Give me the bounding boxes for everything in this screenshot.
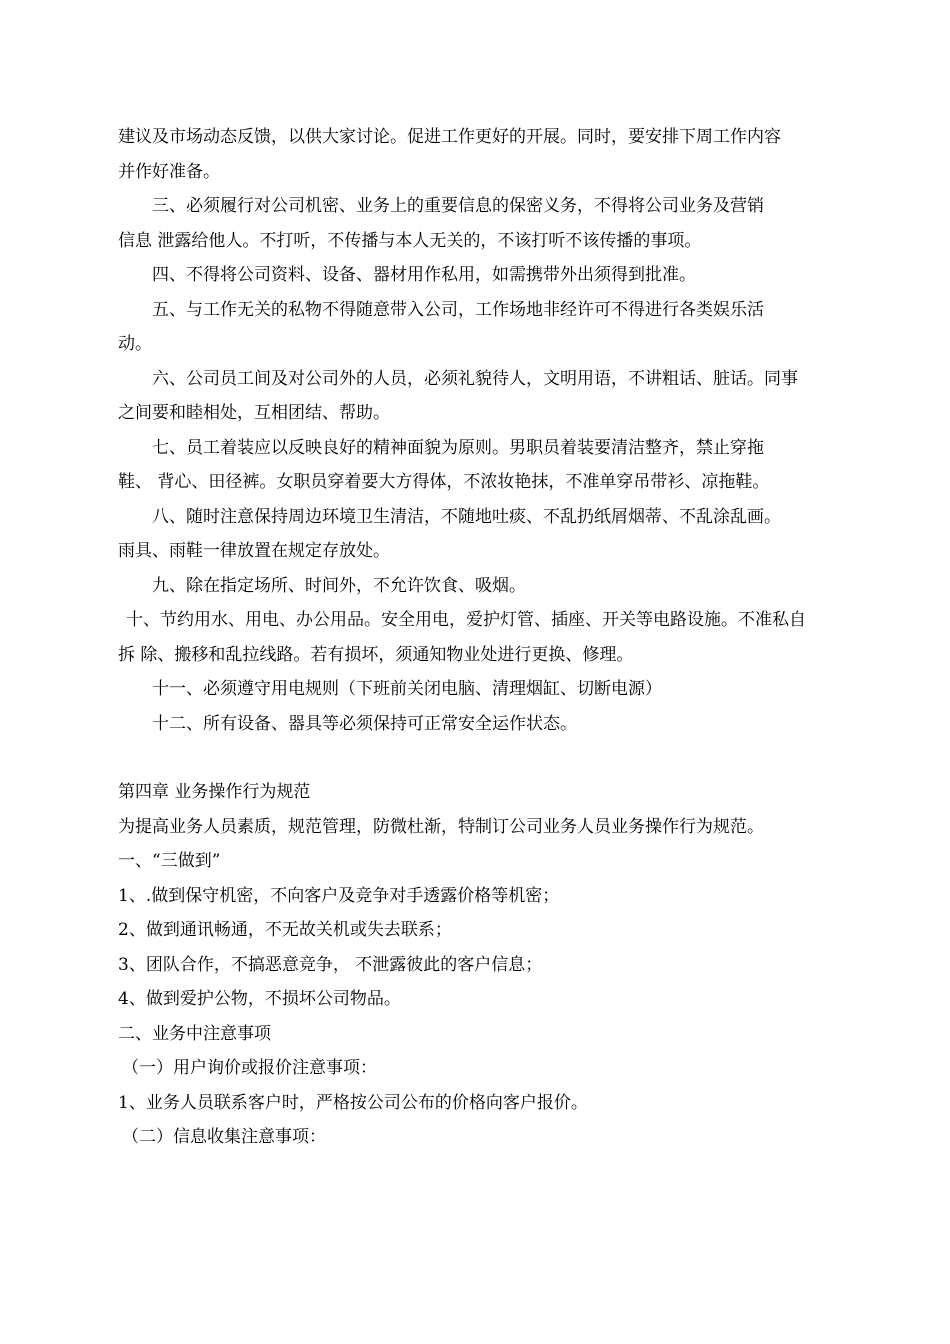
paragraph-line: 信息 泄露给他人。不打听，不传播与本人无关的，不该打听不该传播的事项。 [118, 230, 702, 251]
paragraph-line: 并作好准备。 [118, 161, 220, 182]
paragraph-line: 建议及市场动态反馈，以供大家讨论。促进工作更好的开展。同时，要安排下周工作内容 [118, 127, 781, 147]
section-gap [118, 741, 836, 775]
section-heading: 二、业务中注意事项 [118, 1023, 271, 1044]
rule-item-5: 五、与工作无关的私物不得随意带入公司，工作场地非经许可不得进行各类娱乐活 [152, 299, 764, 320]
paragraph-line: 鞋、 背心、田径裤。女职员穿着要大方得体，不浓妆艳抹，不准单穿吊带衫、凉拖鞋。 [118, 472, 770, 492]
paragraph-line: 之间要和睦相处，互相团结、帮助。 [118, 403, 390, 423]
rule-item-8: 八、随时注意保持周边环境卫生清洁，不随地吐痰、不乱扔纸屑烟蒂、不乱涂乱画。 [152, 506, 781, 527]
rule-item-3: 三、必须履行对公司机密、业务上的重要信息的保密义务，不得将公司业务及营销 [152, 196, 764, 216]
chapter-intro: 为提高业务人员素质，规范管理，防微杜渐，特制订公司业务人员业务操作行为规范。 [118, 816, 764, 837]
rule-item-9: 九、除在指定场所、时间外，不允许饮食、吸烟。 [152, 575, 526, 596]
subsection-heading: （一）用户询价或报价注意事项： [122, 1058, 377, 1078]
paragraph-line: 雨具、雨鞋一律放置在规定存放处。 [118, 541, 390, 561]
list-item: 4、做到爱护公物，不损坏公司物品。 [118, 989, 401, 1009]
list-item: 3、团队合作，不搞恶意竞争， 不泄露彼此的客户信息； [118, 954, 543, 975]
rule-item-4: 四、不得将公司资料、设备、器材用作私用，如需携带外出须得到批准。 [152, 265, 696, 285]
rule-item-10: 十、节约用水、用电、办公用品。安全用电，爱护灯管、插座、开关等电路设施。不准私自 [126, 610, 806, 630]
list-item: 2、做到通讯畅通，不无故关机或失去联系； [118, 920, 452, 940]
section-heading: 一、“三做到” [118, 851, 221, 871]
subsection-heading: （二）信息收集注意事项： [122, 1127, 326, 1147]
rule-item-7: 七、员工着装应以反映良好的精神面貌为原则。男职员着装要清洁整齐，禁止穿拖 [152, 437, 764, 458]
list-item: 1、.做到保守机密，不向客户及竞争对手透露价格等机密； [118, 885, 560, 906]
rule-item-12: 十二、所有设备、器具等必须保持可正常安全运作状态。 [152, 713, 577, 734]
rule-item-11: 十一、必须遵守用电规则（下班前关闭电脑、清理烟缸、切断电源） [152, 679, 662, 699]
rule-item-6: 六、公司员工间及对公司外的人员，必须礼貌待人，文明用语，不讲粗话、脏话。同事 [152, 368, 798, 389]
chapter-heading: 第四章 业务操作行为规范 [118, 782, 311, 802]
paragraph-line: 动。 [118, 334, 152, 354]
paragraph-line: 拆 除、搬移和乱拉线路。若有损坏，须通知物业处进行更换、修理。 [118, 644, 634, 665]
list-item: 1、业务人员联系客户时，严格按公司公布的价格向客户报价。 [118, 1092, 588, 1113]
document-page [118, 120, 836, 1155]
